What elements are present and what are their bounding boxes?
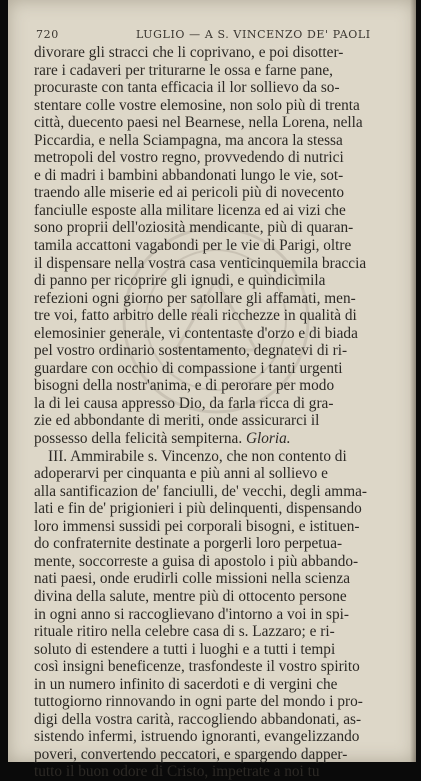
- text-line: stentare colle vostre elemosine, non solo più di trenta: [34, 96, 360, 114]
- text-line: tamila accattoni vagabondi per le vie di Parigi, oltre: [34, 237, 352, 255]
- text-line: tutto il buon odore di Cristo, impetrate a noi tu: [34, 763, 320, 781]
- page-edge-shadow: [410, 0, 416, 762]
- text-line: lati e fin de' prigionieri i più delinquenti, dispensando: [34, 500, 362, 518]
- text-line-with-gloria: [34, 430, 414, 448]
- text-line: metropoli del vostro regno, provvedendo di nutrici: [34, 149, 344, 167]
- text-line: refezioni ogni giorno per satollare gli affamati, men-: [34, 289, 356, 307]
- text-line: in ogni anno si raccoglievano d'intorno a voi in spi-: [34, 605, 350, 623]
- text-line: sono proprii dell'oziosità mendicante, più di quaran-: [34, 219, 354, 237]
- text-line: città, duecento paesi nel Bearnese, nella Lorena, nella: [34, 114, 363, 132]
- text-line: sistendo infermi, istruendo ignoranti, evangelizzando: [34, 728, 360, 746]
- text-line: soluto di estendere a tutti i luoghi e a tutti i tempi: [34, 640, 336, 658]
- page-number: 720: [36, 28, 59, 41]
- text-line: alla santificazion de' fanciulli, de' vecchi, degli amma-: [34, 482, 367, 500]
- text-line: e di madri i bambini abbandonati lungo le vie, sot-: [34, 166, 344, 184]
- running-title: LUGLIO — A S. VINCENZO DE' PAOLI: [136, 28, 371, 41]
- text-line: rare i cadaveri per triturarne le ossa e farne pane,: [34, 61, 333, 79]
- text-line: rituale ritiro nella celebre casa di s. Lazzaro; e ri-: [34, 623, 335, 641]
- gloria-label: Gloria.: [245, 430, 291, 448]
- text-line: nati paesi, onde erudirli colle missioni nella scienza: [34, 570, 351, 588]
- text-line: di panno per ricoprire gli ignudi, e quindicimila: [34, 272, 326, 290]
- text-line: tre voi, fatto arbitro delle reali ricchezze in qualità di: [34, 307, 357, 325]
- text-line: poveri, convertendo peccatori, e spargendo dapper-: [34, 745, 348, 763]
- text-line: adoperarvi per cinquanta e più anni al sollievo e: [34, 465, 328, 483]
- text-line: divorare gli stracci che li coprivano, e poi disotter-: [34, 44, 344, 61]
- book-page: [8, 0, 416, 781]
- text-line: zie ed abbondante di meriti, onde assicurarci il: [34, 412, 320, 430]
- text-line: il dispensare nella vostra casa venticinquemila braccia: [34, 254, 367, 272]
- page-body-text: [34, 44, 414, 781]
- text-line: in un numero infinito di sacerdoti e di vergini che: [34, 675, 338, 693]
- text-line: digi della vostra carità, raccogliendo abbandonati, as-: [34, 710, 362, 728]
- text-line: loro immensi sussidi pei corporali bisogni, e istituen-: [34, 517, 360, 535]
- text-line: guardare con occhio di compassione i tanti urgenti: [34, 359, 343, 377]
- text-line: la di lei causa appresso Dio, da farla ricca di gra-: [34, 394, 334, 412]
- text-line: fanciulle esposte alla militare licenza ed ai vizi che: [34, 201, 346, 219]
- text-line: tuttogiorno rinnovando in ogni parte del mondo i pro-: [34, 693, 363, 711]
- text-line: do confraternite destinate a porgerli loro perpetua-: [34, 535, 343, 553]
- text-line: possesso della felicità sempiterna.: [34, 430, 243, 448]
- text-line: traendo alle miserie ed ai pericoli più di novecento: [34, 184, 345, 202]
- text-line: pel vostro ordinario sostentamento, degnatevi di ri-: [34, 342, 348, 360]
- text-line: elemosinier generale, vi contentaste d'orzo e di biada: [34, 324, 358, 342]
- text-line: procuraste con tanta efficacia il lor sollievo da so-: [34, 79, 340, 97]
- text-line: Piccardia, e nella Sciampagna, ma ancora la stessa: [34, 131, 343, 149]
- text-line: così insigni beneficenze, trasfondeste il vostro spirito: [34, 658, 360, 676]
- section-start-line: III. Ammirabile s. Vincenzo, che non contento di: [48, 447, 347, 465]
- text-line: mente, soccorreste a guisa di apostolo i più abbando-: [34, 552, 359, 570]
- text-line: bisogni della nostr'anima, e di perorare per modo: [34, 377, 335, 395]
- text-line: divina della salute, mentre più di ottocento persone: [34, 587, 347, 605]
